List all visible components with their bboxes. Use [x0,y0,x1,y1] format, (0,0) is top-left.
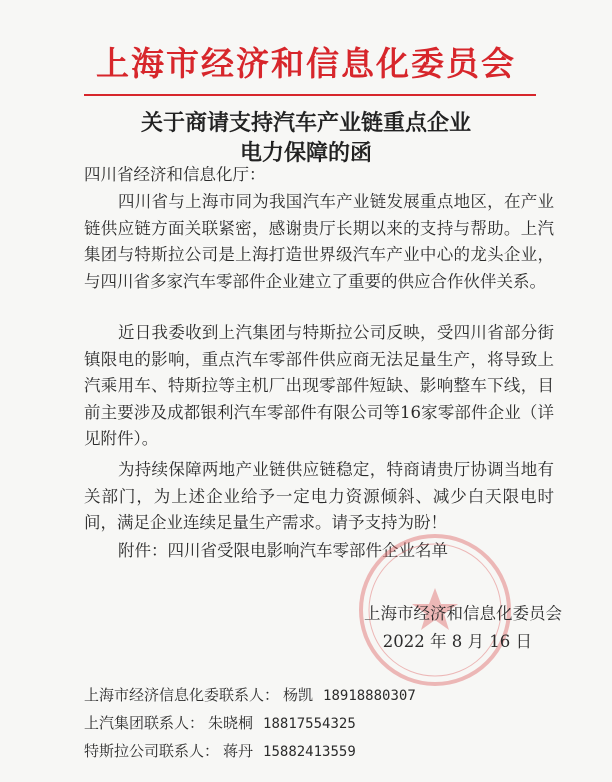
salutation: 四川省经济和信息化厅： [84,165,266,184]
letterhead-divider [84,94,536,96]
letterhead-organization: 上海市经济和信息化委员会 [96,44,516,83]
contact-phone: 18918880307 [323,688,416,704]
contact-name: 朱晓桐 [208,714,254,732]
document-title-line-2: 电力保障的函 [239,140,372,166]
body-paragraph-1: 四川省与上海市同为我国汽车产业链发展重点地区，在产业链供应链方面关联紧密，感谢贵厅长期以来的支持与帮助。上汽集团与特斯拉公司是上海打造世界级汽车产业中心的龙头企业，与四川省多家汽车零部件企业建立了重要的供应合作伙伴关系。 [84,192,554,291]
contact-list [84,682,564,766]
contact-row [84,738,564,766]
contact-row [84,710,564,738]
contact-phone: 15882413559 [263,744,356,760]
contact-label: 特斯拉公司联系人： [84,742,220,760]
contact-name: 杨凯 [283,686,314,704]
document-title-line-1: 关于商请支持汽车产业链重点企业 [140,110,471,136]
signature-organization: 上海市经济和信息化委员会 [364,604,562,623]
contact-phone: 18817554325 [263,716,356,732]
body-paragraph-2: 近日我委收到上汽集团与特斯拉公司反映，受四川省部分街镇限电的影响，重点汽车零部件供应商无法足量生产，将导致上汽乘用车、特斯拉等主机厂出现零部件短缺、影响整车下线，目前主要涉及成都银利汽车零部件有限公司等16家零部件企业（详见附件）。 [84,323,554,448]
attachment-note: 附件：四川省受限电影响汽车零部件企业名单 [118,541,448,560]
body-paragraph-3: 为持续保障两地产业链供应链稳定，特商请贵厅协调当地有关部门，为上述企业给予一定电力资源倾斜、减少白天限电时间，满足企业连续足量生产需求。请予支持为盼！ [84,460,554,532]
contact-row [84,682,564,710]
signature-date: 2022 年 8 月 16 日 [382,632,532,651]
contact-label: 上汽集团联系人： [84,714,205,732]
contact-name: 蒋丹 [223,742,254,760]
contact-label: 上海市经济信息化委联系人： [84,686,280,704]
